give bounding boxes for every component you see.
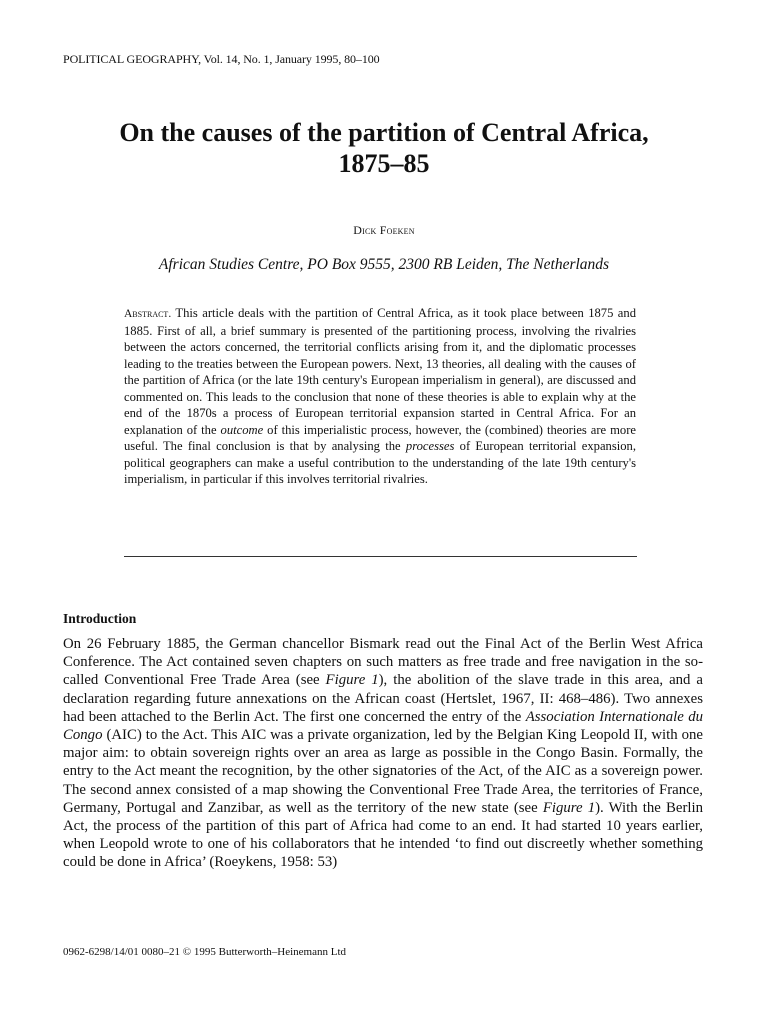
- copyright-footer: 0962-6298/14/01 0080–21 © 1995 Butterworth–Heinemann Ltd: [63, 946, 347, 958]
- journal-citation-header: POLITICAL GEOGRAPHY, Vol. 14, No. 1, January 1995, 80–100: [63, 52, 380, 66]
- figure-reference: Figure 1: [542, 799, 596, 816]
- abstract: [124, 305, 636, 488]
- article-title-line-1: On the causes of the partition of Central Africa,: [119, 118, 649, 147]
- intro-text-4: ). With the Berlin Act, the process of the partition of this part of Africa had come to an end. It had started 10 years earlier, when Leopold wrote to one of his collaborators that he intended ‘to find out discreetly whether something could be done in Africa’ (Roeykens, 1958: 53): [63, 799, 703, 871]
- abstract-label: Abstract.: [124, 308, 172, 320]
- abstract-emphasis-processes: processes: [405, 439, 455, 453]
- abstract-text-1: This article deals with the partition of Central Africa, as it took place between 1875 and 1885. First of all, a brief summary is presented of the partitioning process, involving the rivalries between the actors concerned, the territorial conflicts arising from it, and the diplomatic processes leading to the treaties between the European powers. Next, 13 theories, all dealing with the causes of the partition of Africa (or the late 19th century's European imperialism in general), are discussed and commented on. This leads to the conclusion that none of these theories is able to explain why at the end of the 1870s a process of European territorial expansion started in Central Africa. For an explanation of the: [124, 306, 636, 437]
- abstract-text-3: of European territorial expansion, political geographers can make a useful contribution to the understanding of the late 19th century's imperialism, in particular if this involves territorial rivalries.: [124, 439, 636, 486]
- intro-text-3: (AIC) to the Act. This AIC was a private organization, led by the Belgian King Leopold II, with one major aim: to obtain sovereign rights over an area as large as possible in the Congo Basin. Formally, the entry to the Act meant the recognition, by the other signatories of the Act, of the AIC as a sovereign power. The second annex consisted of a map showing the Conventional Free Trade Area, the territories of France, Germany, Portugal and Zanzibar, as well as the territory of the new state (see: [63, 727, 703, 816]
- author-affiliation: African Studies Centre, PO Box 9555, 2300 RB Leiden, The Netherlands: [158, 256, 610, 273]
- article-title-line-2: 1875–85: [338, 149, 430, 178]
- intro-text-1: On 26 February 1885, the German chancellor Bismark read out the Final Act of the Berlin West Africa Conference. The Act contained seven chapters on such matters as free trade and free navigation in the so-called Conventional Free Trade Area (see: [63, 636, 703, 689]
- abstract-divider: [124, 556, 637, 557]
- introduction-paragraph: [63, 635, 703, 872]
- intro-text-2: ), the abolition of the slave trade in this area, and a declaration regarding future annexations on the African coast (Hertslet, 1967, II: 468–486). Two annexes had been attached to the Berlin Act. The first one concerned the entry of the: [63, 672, 703, 725]
- author-name: Dick Foeken: [353, 223, 415, 237]
- association-name: Association Internationale du Congo: [63, 708, 703, 744]
- article-title: [40, 117, 728, 179]
- section-heading-introduction: Introduction: [63, 611, 137, 626]
- figure-reference: Figure 1: [325, 672, 379, 689]
- abstract-emphasis-outcome: outcome: [220, 422, 264, 437]
- abstract-text-2: of this imperialistic process, however, the (combined) theories are more useful. The final conclusion is that by analysing the: [124, 422, 636, 453]
